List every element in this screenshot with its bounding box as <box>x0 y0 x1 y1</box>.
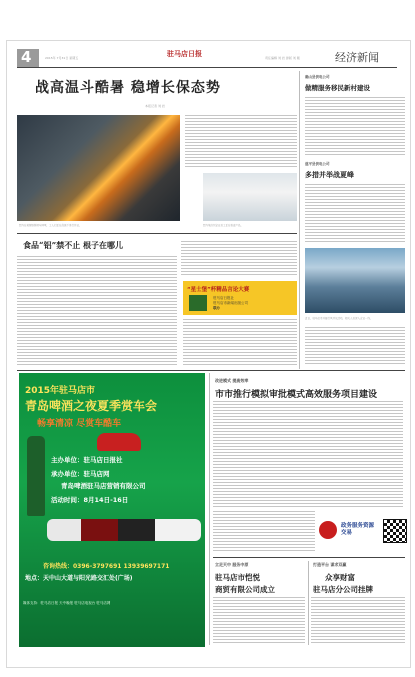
car-image-red <box>97 433 141 451</box>
lead-headline: 战高温斗酷暑 稳增长保态势 <box>35 80 221 96</box>
beer-ad-footer: 媒体支持：驻马店日报 天中晚报 驻马店电视台 驻马店网 <box>23 601 111 605</box>
policy-story-text-2 <box>213 511 315 551</box>
policy-story-text <box>213 401 403 509</box>
lead-byline: 本报记者 刘 岩 <box>145 104 165 108</box>
beer-bottle-image <box>27 436 45 516</box>
right-top-kicker: 确山县供电公司 <box>305 75 330 79</box>
beer-ad-year-title: 2015年驻马店市 <box>25 386 96 396</box>
mid-page-rule <box>17 370 405 371</box>
right-mid-text <box>305 184 405 244</box>
policy-headline: 市市推行模拟审批模式高效服务项目建设 <box>215 390 378 400</box>
bottom-left-text <box>213 597 305 643</box>
bottom-left-headline-1: 驻马店市恺悦 <box>215 573 260 582</box>
bottom-right-text <box>311 597 405 643</box>
food-story-text-2 <box>181 241 297 277</box>
bottom-right-headline-1: 众享财富 <box>325 573 355 582</box>
policy-kicker: 改进模式 提高效率 <box>215 378 249 383</box>
page-number: 4 <box>21 48 32 66</box>
lower-right-divider <box>209 373 210 645</box>
section-title: 经济新闻 <box>335 51 379 64</box>
govt-services-logo <box>319 521 337 539</box>
photo2-caption: 图为某纺织企业员工正在检查产品。 <box>203 224 244 227</box>
bottom-left-headline-2: 商贸有限公司成立 <box>215 585 275 594</box>
beer-ad-slogan: 畅享清凉 尽赏车酷车 <box>37 419 122 429</box>
newspaper-page <box>6 40 411 668</box>
lead-story-text <box>185 115 297 167</box>
date-line: 2015年 7月31日 星期五 <box>45 56 79 60</box>
beer-ad-organizer-2: 承办单位：驻马店网 <box>51 470 110 478</box>
meeting-photo-caption: 近日，驻马店市开展行风评议活动，相关人员深入企业一线。 <box>305 317 373 320</box>
lower-section-rule <box>213 557 405 558</box>
right-top-text <box>305 97 405 157</box>
contest-ad-line1: 驻马店日报社 <box>213 296 234 300</box>
bottom-left-kicker: 立足天中 服务中原 <box>215 562 249 567</box>
contest-ad-line2: 驻马店市新闻出版公司 <box>213 301 248 305</box>
beer-ad-venue: 地点：天中山大道与阳光路交汇处(广场) <box>25 575 133 582</box>
right-mid-kicker: 遂平县供电公司 <box>305 162 330 166</box>
contest-ad-line3: 联办 <box>213 306 220 310</box>
right-mid-headline: 多措并举战夏峰 <box>305 170 354 179</box>
qr-code <box>383 519 407 543</box>
policy-logo-caption: 政务服务资源交易 <box>341 523 375 536</box>
photo1-caption: 图为在某钢铁铸造车间里，工人们正在高温下进行作业。 <box>19 224 82 227</box>
beer-ad-time: 活动时间：8月14日-16日 <box>51 496 129 504</box>
masthead: 驻马店日报 <box>167 49 202 58</box>
right-bottom-text <box>305 327 405 365</box>
steel-works-photo <box>17 115 180 221</box>
header-rule <box>17 67 397 68</box>
right-column-divider <box>299 71 300 369</box>
right-top-headline: 做精服务移民新村建设 <box>305 84 370 92</box>
textile-photo <box>203 173 297 221</box>
food-headline: 食品“铝”禁不止 根子在哪儿 <box>23 240 123 250</box>
beer-ad-organizer-1: 主办单位：驻马店日报社 <box>51 456 123 464</box>
beer-ad-main-title: 青岛啤酒之夜夏季赏车会 <box>25 399 158 413</box>
car-lineup-image <box>47 519 201 541</box>
contest-ad-emblem <box>189 295 207 311</box>
food-story-text <box>17 256 177 366</box>
lead-story-bottom-rule <box>17 233 297 234</box>
bottom-column-divider <box>308 561 309 645</box>
bottom-right-kicker: 打造平台 谋求双赢 <box>313 562 347 567</box>
contest-ad-title: “星士堡”杯精品言论大赛 <box>187 287 250 293</box>
bottom-right-headline-2: 驻马店分公司挂牌 <box>313 585 373 594</box>
meeting-photo <box>305 248 405 313</box>
contest-ad-side-text <box>183 319 297 365</box>
editor-line: 责任编辑 刘 岩 排版 刘 刚 <box>265 56 300 60</box>
beer-ad-hotline: 咨询热线：0396-3797691 13939697171 <box>43 563 170 570</box>
beer-ad-organizer-3: 青岛啤酒驻马店营销有限公司 <box>61 482 146 490</box>
